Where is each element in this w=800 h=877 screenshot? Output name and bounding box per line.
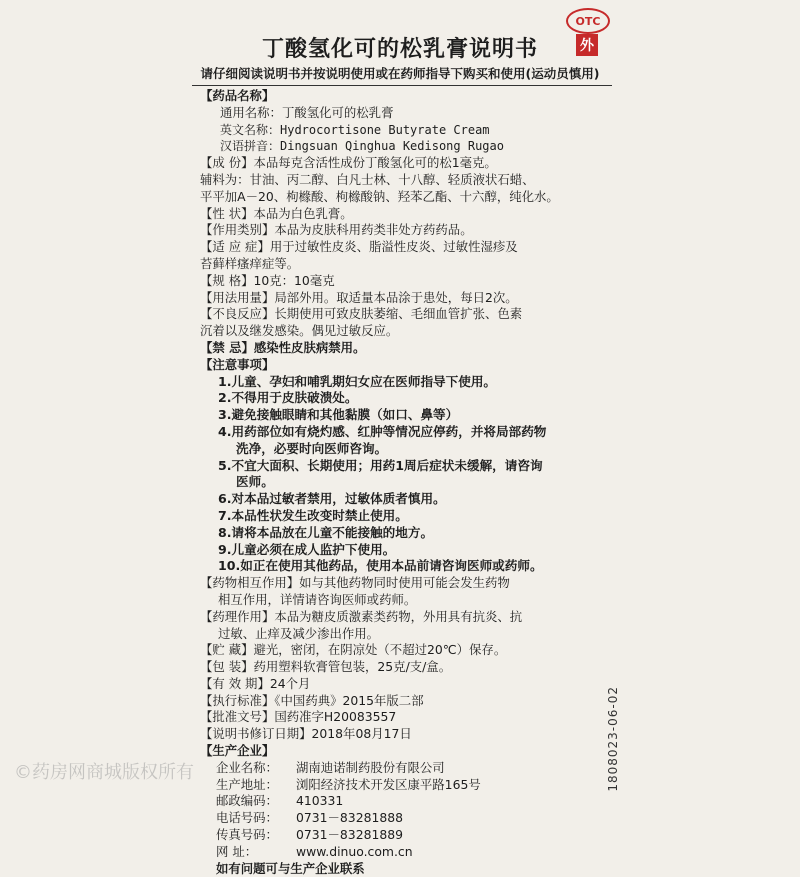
precaution-continuation: 洗净，必要时向医师咨询。 — [236, 440, 388, 456]
precaution-text: 4.用药部位如有烧灼感、红肿等情况应停药，并将局部药物 — [218, 423, 547, 439]
revision-date: 【说明书修订日期】2018年08月17日 — [200, 726, 412, 742]
precaution-text: 8.请将本品放在儿童不能接触的地方。 — [218, 524, 434, 540]
precaution-text: 3.避免接触眼睛和其他黏膜（如口、鼻等） — [218, 407, 459, 423]
precaution-text: 10.如正在使用其他药品，使用本品前请咨询医师或药师。 — [218, 558, 543, 574]
manufacturer-row — [200, 844, 620, 861]
category: 【作用类别】本品为皮肤科用药类非处方药药品。 — [200, 222, 473, 238]
header-divider — [192, 85, 612, 86]
composition-line-2: 辅料为：甘油、丙二醇、白凡士林、十八醇、轻质液状石蜡、 — [200, 171, 535, 187]
manufacturer-row — [200, 777, 620, 794]
interactions-line-1: 【药物相互作用】如与其他药物同时使用可能会发生药物 — [200, 575, 510, 591]
precautions-list — [200, 374, 620, 576]
pharmacology-line-1: 【药理作用】本品为糖皮质激素类药物，外用具有抗炎、抗 — [200, 608, 523, 624]
leaflet-body — [200, 88, 620, 877]
manufacturer-value: 0731－83281889 — [296, 827, 403, 843]
storage: 【贮 藏】避光，密闭，在阴凉处（不超过20℃）保存。 — [200, 642, 507, 658]
manufacturer-row — [200, 810, 620, 827]
document-title: 丁酸氢化可的松乳膏说明书 — [261, 37, 538, 62]
composition-line-1: 【成 份】本品每克含活性成份丁酸氢化可的松1毫克。 — [200, 155, 497, 171]
manufacturer-value: www.dinuo.com.cn — [296, 843, 413, 859]
manufacturer-label: 网 址： — [216, 843, 258, 859]
copyright-watermark: ©药房网商城版权所有 — [14, 762, 194, 783]
manufacturer-label: 电话号码： — [216, 810, 278, 826]
manufacturer-row — [200, 760, 620, 777]
precaution-continuation: 医师。 — [236, 474, 274, 490]
precaution-text: 9.儿童必须在成人监护下使用。 — [218, 541, 396, 557]
manufacturer-label: 生产地址： — [216, 776, 278, 792]
interactions-line-2: 相互作用，详情请咨询医师或药师。 — [218, 591, 417, 607]
precaution-item — [200, 525, 620, 542]
precaution-item — [200, 542, 620, 559]
precaution-item — [200, 424, 620, 458]
precaution-item — [200, 491, 620, 508]
manufacturer-row — [200, 827, 620, 844]
usage-dosage: 【用法用量】局部外用。取适量本品涂于患处，每日2次。 — [200, 289, 518, 305]
manufacturer-value: 0731－83281888 — [296, 810, 403, 826]
execution-standard: 【执行标准】《中国药典》2015年版二部 — [200, 692, 424, 708]
document-subtitle: 请仔细阅读说明书并按说明使用或在药师指导下购买和使用(运动员慎用) — [200, 66, 600, 81]
precaution-item — [200, 508, 620, 525]
pinyin-name: 汉语拼音：Dingsuan Qinghua Kedisong Rugao — [220, 139, 504, 154]
manufacturer-label: 企业名称： — [216, 759, 278, 775]
precaution-text: 2.不得用于皮肤破溃处。 — [218, 390, 358, 406]
composition-line-3: 平平加A－20、枸橼酸、枸橼酸钠、羟苯乙酯、十六醇，纯化水。 — [200, 188, 559, 204]
precaution-text: 6.对本品过敏者禁用，过敏体质者慎用。 — [218, 491, 446, 507]
package: 【包 装】药用塑料软膏管包装，25克/支/盒。 — [200, 659, 452, 675]
contraindications: 【禁 忌】感染性皮肤病禁用。 — [200, 339, 366, 355]
drug-name-header: 【药品名称】 — [200, 88, 275, 103]
precautions-header: 【注意事项】 — [200, 356, 275, 372]
approval-number: 【批准文号】国药准字H20083557 — [200, 709, 397, 725]
pharmacology-line-2: 过敏、止痒及减少渗出作用。 — [218, 625, 380, 641]
specification: 【规 格】10克：10毫克 — [200, 272, 335, 288]
precaution-item — [200, 458, 620, 492]
manufacturer-label: 邮政编码： — [216, 793, 278, 809]
precaution-text: 5.不宜大面积、长期使用；用药1周后症状未缓解，请咨询 — [218, 457, 543, 473]
english-name: 英文名称：Hydrocortisone Butyrate Cream — [220, 122, 490, 137]
precaution-item — [200, 390, 620, 407]
indications-line-2: 苔藓样瘙痒症等。 — [200, 255, 300, 271]
contact-note: 如有问题可与生产企业联系 — [216, 860, 365, 876]
precaution-text: 7.本品性状发生改变时禁止使用。 — [218, 507, 408, 523]
manufacturer-value: 浏阳经济技术开发区康平路165号 — [296, 776, 481, 792]
otc-badge: OTC — [566, 8, 610, 34]
print-code: 1808023-06-02 — [606, 686, 620, 792]
manufacturer-label: 传真号码： — [216, 827, 278, 843]
adverse-reactions-line-1: 【不良反应】长期使用可致皮肤萎缩、毛细血管扩张、色素 — [200, 306, 523, 322]
manufacturer-header: 【生产企业】 — [200, 743, 275, 759]
manufacturer-value: 湖南迪诺制药股份有限公司 — [296, 759, 445, 775]
adverse-reactions-line-2: 沉着以及继发感染。偶见过敏反应。 — [200, 323, 399, 339]
indications-line-1: 【适 应 症】用于过敏性皮炎、脂溢性皮炎、过敏性湿疹及 — [200, 239, 518, 255]
properties: 【性 状】本品为白色乳膏。 — [200, 205, 353, 221]
generic-name: 通用名称：丁酸氢化可的松乳膏 — [220, 104, 394, 120]
precaution-item — [200, 407, 620, 424]
manufacturer-details — [200, 760, 620, 861]
precaution-item — [200, 374, 620, 391]
precaution-item — [200, 558, 620, 575]
manufacturer-row — [200, 793, 620, 810]
validity: 【有 效 期】24个月 — [200, 675, 311, 691]
manufacturer-value: 410331 — [296, 793, 344, 809]
external-use-badge: 外 — [576, 34, 598, 56]
precaution-text: 1.儿童、孕妇和哺乳期妇女应在医师指导下使用。 — [218, 373, 497, 389]
